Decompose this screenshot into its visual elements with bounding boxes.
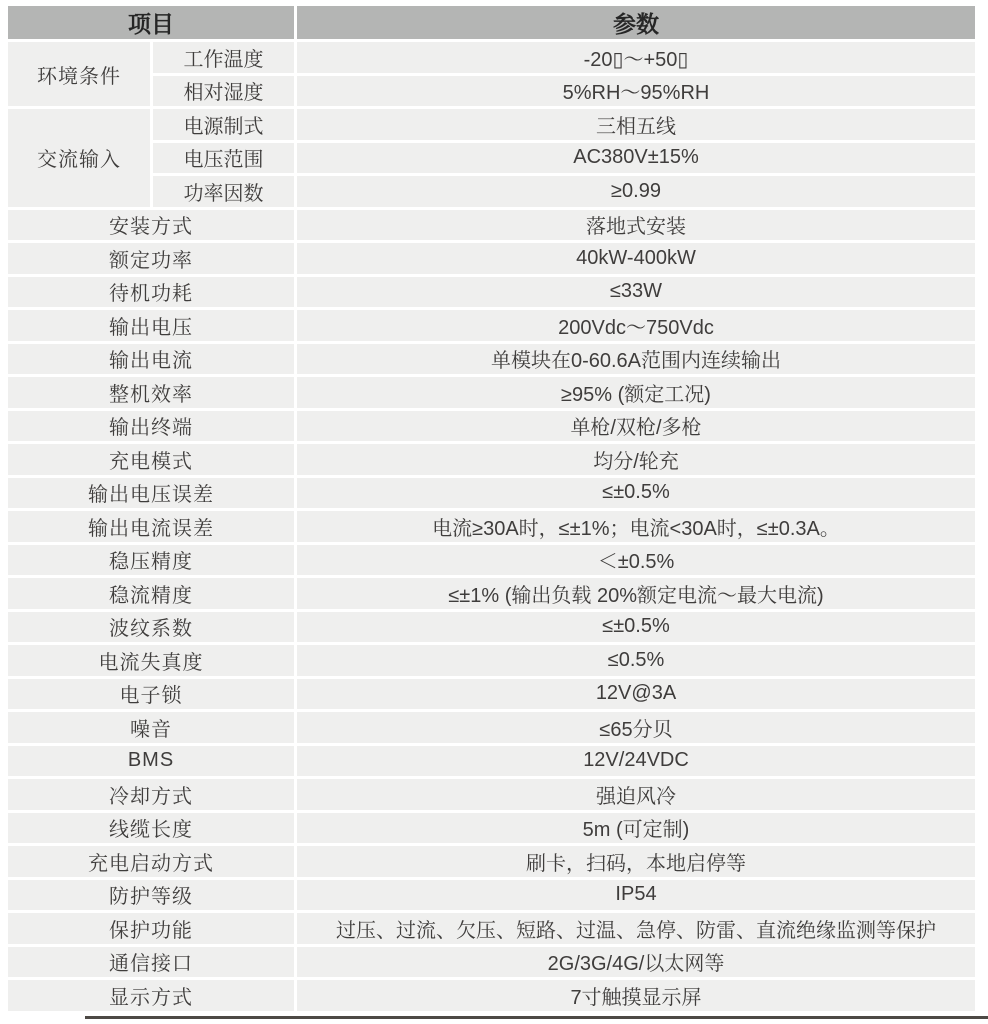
table-row <box>8 277 975 308</box>
table-row <box>8 712 975 743</box>
value-cell: 电流≥30A时，≤±1%；电流<30A时，≤±0.3A。 <box>297 511 975 542</box>
label-cell: 电子锁 <box>8 679 294 710</box>
value-cell: 三相五线 <box>297 109 975 140</box>
table-row <box>8 545 975 576</box>
label-cell: 输出电流误差 <box>8 511 294 542</box>
label-cell: 电流失真度 <box>8 645 294 676</box>
group-cell-ac-input: 交流输入 <box>8 109 150 207</box>
value-cell: -20▯～+50▯ <box>297 42 975 73</box>
value-cell: ≤±0.5% <box>297 478 975 509</box>
group-cell-environment: 环境条件 <box>8 42 150 106</box>
header-cell-param: 参数 <box>297 6 975 39</box>
table-row <box>8 913 975 944</box>
table-row <box>8 76 975 107</box>
value-cell: ≥95% (额定工况) <box>297 377 975 408</box>
table-row <box>8 880 975 911</box>
table-row <box>8 947 975 978</box>
value-cell: IP54 <box>297 880 975 911</box>
value-cell: ≥0.99 <box>297 176 975 207</box>
value-cell: 落地式安装 <box>297 210 975 241</box>
table-row <box>8 344 975 375</box>
label-cell: 显示方式 <box>8 980 294 1011</box>
label-cell: 波纹系数 <box>8 612 294 643</box>
label-cell: 冷却方式 <box>8 779 294 810</box>
table-row <box>8 444 975 475</box>
label-cell: 保护功能 <box>8 913 294 944</box>
value-cell: ≤0.5% <box>297 645 975 676</box>
label-cell: 输出电流 <box>8 344 294 375</box>
table-row <box>8 578 975 609</box>
value-cell: 刷卡，扫码，本地启停等 <box>297 846 975 877</box>
table-row <box>8 109 975 140</box>
value-cell: ≤±0.5% <box>297 612 975 643</box>
table-row <box>8 779 975 810</box>
label-cell: 防护等级 <box>8 880 294 911</box>
table-row <box>8 310 975 341</box>
label-cell: 充电启动方式 <box>8 846 294 877</box>
label-cell: 充电模式 <box>8 444 294 475</box>
table-row <box>8 176 975 207</box>
sub-label-cell: 电压范围 <box>153 143 294 174</box>
label-cell: 通信接口 <box>8 947 294 978</box>
label-cell: 整机效率 <box>8 377 294 408</box>
table-row <box>8 478 975 509</box>
label-cell: 稳压精度 <box>8 545 294 576</box>
sub-label-cell: 相对湿度 <box>153 76 294 107</box>
sub-label-cell: 功率因数 <box>153 176 294 207</box>
value-cell: 7寸触摸显示屏 <box>297 980 975 1011</box>
value-cell: 200Vdc～750Vdc <box>297 310 975 341</box>
value-cell: 过压、过流、欠压、短路、过温、急停、防雷、直流绝缘监测等保护 <box>297 913 975 944</box>
value-cell: ＜±0.5% <box>297 545 975 576</box>
label-cell: 输出终端 <box>8 411 294 442</box>
spec-table <box>5 3 978 1014</box>
label-cell: 输出电压 <box>8 310 294 341</box>
table-header-row <box>8 6 975 39</box>
table-row <box>8 645 975 676</box>
table-row <box>8 511 975 542</box>
label-cell: BMS <box>8 746 294 777</box>
value-cell: 均分/轮充 <box>297 444 975 475</box>
table-row <box>8 679 975 710</box>
value-cell: 12V/24VDC <box>297 746 975 777</box>
table-row <box>8 42 975 73</box>
header-cell-item: 项目 <box>8 6 294 39</box>
table-row <box>8 411 975 442</box>
value-cell: 40kW-400kW <box>297 243 975 274</box>
label-cell: 安装方式 <box>8 210 294 241</box>
value-cell: 12V@3A <box>297 679 975 710</box>
value-cell: 5m (可定制) <box>297 813 975 844</box>
table-row <box>8 210 975 241</box>
value-cell: 强迫风冷 <box>297 779 975 810</box>
sub-label-cell: 电源制式 <box>153 109 294 140</box>
value-cell: 单枪/双枪/多枪 <box>297 411 975 442</box>
value-cell: 5%RH～95%RH <box>297 76 975 107</box>
sub-label-cell: 工作温度 <box>153 42 294 73</box>
table-row <box>8 813 975 844</box>
value-cell: ≤±1% (输出负载 20%额定电流～最大电流) <box>297 578 975 609</box>
label-cell: 线缆长度 <box>8 813 294 844</box>
value-cell: ≤33W <box>297 277 975 308</box>
value-cell: 单模块在0-60.6A范围内连续输出 <box>297 344 975 375</box>
page-divider-line <box>85 1016 988 1019</box>
label-cell: 稳流精度 <box>8 578 294 609</box>
table-row <box>8 612 975 643</box>
table-row <box>8 143 975 174</box>
table-row <box>8 243 975 274</box>
value-cell: AC380V±15% <box>297 143 975 174</box>
table-row <box>8 846 975 877</box>
label-cell: 输出电压误差 <box>8 478 294 509</box>
table-row <box>8 746 975 777</box>
label-cell: 噪音 <box>8 712 294 743</box>
label-cell: 额定功率 <box>8 243 294 274</box>
value-cell: ≤65分贝 <box>297 712 975 743</box>
value-cell: 2G/3G/4G/以太网等 <box>297 947 975 978</box>
table-row <box>8 980 975 1011</box>
label-cell: 待机功耗 <box>8 277 294 308</box>
table-row <box>8 377 975 408</box>
